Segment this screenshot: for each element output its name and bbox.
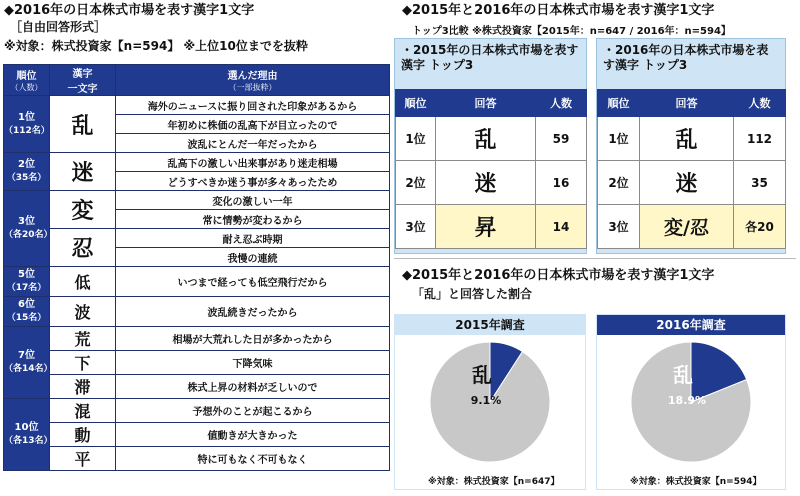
kanji-cell: 変: [50, 191, 116, 229]
kanji-cell: 迷: [640, 161, 734, 205]
reason-cell: 株式上昇の材料が乏しいので: [116, 375, 390, 399]
kanji-cell: 迷: [436, 161, 536, 205]
table-row: [4, 297, 390, 327]
reason-cell: 相場が大荒れした日が多かったから: [116, 327, 390, 351]
kanji-cell: 動: [50, 423, 116, 447]
table-header-row: [396, 90, 587, 117]
table-row: [4, 375, 390, 399]
kanji-cell: 荒: [50, 327, 116, 351]
table-row: [4, 327, 390, 351]
kanji-cell: 滞: [50, 375, 116, 399]
pie-category-label: 乱: [472, 363, 492, 387]
pie-title-2015: 2015年調査: [395, 315, 585, 335]
kanji-header: 漢字 一文字: [50, 65, 116, 96]
rank-header: 順位 （人数）: [4, 65, 50, 96]
table-header-row: [4, 65, 390, 96]
table-row: [598, 161, 786, 205]
pie-value-label: 18.9%: [667, 394, 707, 407]
count-cell: 14: [536, 205, 587, 249]
left-title: ◆2016年の日本株式市場を表す漢字1文字: [4, 3, 255, 18]
kanji-cell: 下: [50, 351, 116, 375]
table-row: [4, 191, 390, 210]
kanji-ranking-table: [3, 64, 390, 471]
rank-cell: 7位 （各14名）: [4, 327, 50, 399]
kanji-cell: 迷: [50, 153, 116, 191]
reason-header: 選んだ理由 （一部抜粋）: [116, 65, 390, 96]
reason-cell: 予想外のことが起こるから: [116, 399, 390, 423]
reason-cell: 変化の激しい一年: [116, 191, 390, 210]
rank-cell: 2位: [598, 161, 640, 205]
left-note: ※対象：株式投資家【n=594】 ※上位10位までを抜粋: [4, 39, 308, 53]
rank-cell: 6位 （15名）: [4, 297, 50, 327]
reason-cell: 波乱続きだったから: [116, 297, 390, 327]
table-row: [396, 161, 587, 205]
kanji-cell: 乱: [50, 96, 116, 153]
pie-chart-2015: [394, 334, 586, 464]
top3-table-2016: [597, 89, 786, 249]
compare-title: ◆2015年と2016年の日本株式市場を表す漢字1文字: [402, 3, 715, 18]
panel-2016-heading: ・2016年の日本株式市場を表す漢字 トップ3: [603, 43, 769, 72]
pies-subtitle: 「乱」と回答した割合: [412, 287, 533, 301]
table-row: [4, 423, 390, 447]
answer-header: 回答: [640, 90, 734, 117]
rank-cell: 1位 （112名）: [4, 96, 50, 153]
compare-subtitle: トップ3比較 ※株式投資家【2015年：n=647 / 2016年：n=594】: [412, 26, 731, 37]
count-cell: 16: [536, 161, 587, 205]
rank-cell: 3位 （各20名）: [4, 191, 50, 267]
table-row: [598, 205, 786, 249]
kanji-cell: 乱: [436, 117, 536, 161]
reason-cell: 特に可もなく不可もなく: [116, 447, 390, 471]
count-cell: 112: [734, 117, 786, 161]
panel-2015-heading: ・2015年の日本株式市場を表す漢字 トップ3: [401, 43, 579, 72]
pie-value-label: 9.1%: [470, 394, 502, 407]
table-row: [598, 117, 786, 161]
kanji-cell: 混: [50, 399, 116, 423]
pie-title-2016: 2016年調査: [597, 315, 785, 335]
reason-cell: いつまで経っても低空飛行だから: [116, 267, 390, 297]
rank-header: 順位: [598, 90, 640, 117]
reason-cell: 年初めに株価の乱高下が目立ったので: [116, 115, 390, 134]
rank-header: 順位: [396, 90, 436, 117]
table-row: [4, 229, 390, 248]
reason-cell: 値動きが大きかった: [116, 423, 390, 447]
kanji-cell: 忍: [50, 229, 116, 267]
reason-cell: 波乱にとんだ一年だったから: [116, 134, 390, 153]
rank-cell: 5位 （17名）: [4, 267, 50, 297]
pies-title: ◆2015年と2016年の日本株式市場を表す漢字1文字: [402, 268, 715, 283]
table-row: [4, 96, 390, 115]
reason-cell: どうすべきか迷う事が多々あったため: [116, 172, 390, 191]
reason-cell: 下降気味: [116, 351, 390, 375]
kanji-cell: 乱: [640, 117, 734, 161]
table-row: [4, 351, 390, 375]
reason-cell: 常に情勢が変わるから: [116, 210, 390, 229]
rank-cell: 3位: [598, 205, 640, 249]
rank-cell: 10位 （各13名）: [4, 399, 50, 471]
table-row: [4, 153, 390, 172]
pie-note-2016: ※対象：株式投資家【n=594】: [630, 477, 762, 487]
count-header: 人数: [734, 90, 786, 117]
kanji-cell: 低: [50, 267, 116, 297]
rank-cell: 3位: [396, 205, 436, 249]
pie-note-2015: ※対象：株式投資家【n=647】: [428, 477, 560, 487]
table-row: [4, 267, 390, 297]
section-divider: [394, 258, 796, 259]
count-cell: 59: [536, 117, 587, 161]
reason-cell: 我慢の連続: [116, 248, 390, 267]
count-cell: 35: [734, 161, 786, 205]
rank-cell: 2位 （35名）: [4, 153, 50, 191]
table-row: [396, 205, 587, 249]
table-row: [4, 447, 390, 471]
kanji-cell: 波: [50, 297, 116, 327]
pie-chart-2016: [596, 334, 786, 464]
left-subtitle: ［自由回答形式］: [10, 20, 107, 34]
kanji-cell: 昇: [436, 205, 536, 249]
table-header-row: [598, 90, 786, 117]
count-header: 人数: [536, 90, 587, 117]
count-cell: 各20: [734, 205, 786, 249]
table-row: [396, 117, 587, 161]
reason-cell: 海外のニュースに振り回された印象があるから: [116, 96, 390, 115]
reason-cell: 耐え忍ぶ時期: [116, 229, 390, 248]
top3-table-2015: [395, 89, 587, 249]
kanji-cell: 変/忍: [640, 205, 734, 249]
table-row: [4, 399, 390, 423]
rank-cell: 1位: [598, 117, 640, 161]
rank-cell: 2位: [396, 161, 436, 205]
pie-category-label: 乱: [673, 363, 693, 387]
rank-cell: 1位: [396, 117, 436, 161]
reason-cell: 乱高下の激しい出来事があり迷走相場: [116, 153, 390, 172]
kanji-cell: 平: [50, 447, 116, 471]
answer-header: 回答: [436, 90, 536, 117]
